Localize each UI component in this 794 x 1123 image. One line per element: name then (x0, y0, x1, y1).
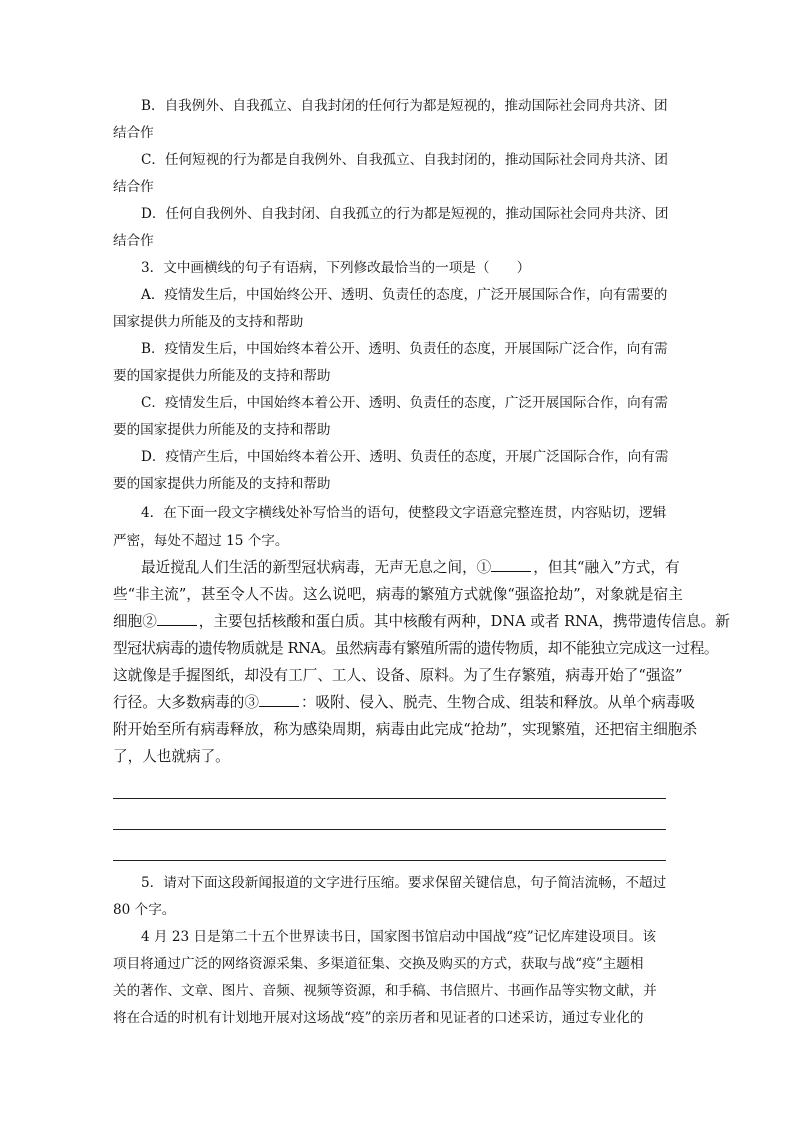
q3-option-d-line2: 要的国家提供力所能及的支持和帮助 (113, 476, 331, 492)
option-b-q2-line2: 结合作 (113, 125, 154, 141)
q3-option-b-line2: 要的国家提供力所能及的支持和帮助 (113, 368, 331, 384)
answer-line-1[interactable] (113, 798, 666, 799)
news-line3: 关的著作、文章、图片、音频、视频等资源，和手稿、书信照片、书画作品等实物文献，并 (113, 983, 657, 999)
fill-blank-2[interactable] (157, 613, 197, 626)
passage-text: 行径。大多数病毒的③ (113, 694, 259, 711)
passage-line2: 些“非主流”，甚至令人不齿。这么说吧，病毒的繁殖方式就像“强盗抢劫”，对象就是宿主 (113, 586, 683, 603)
news-line2: 项目将通过广泛的网络资源采集、多渠道征集、交换及购买的方式，获取与战“疫”主题相 (113, 956, 644, 972)
option-d-q2-line2: 结合作 (113, 233, 154, 249)
fill-blank-3[interactable] (259, 694, 299, 707)
passage-line6 (113, 694, 695, 712)
question-3: 3．文中画横线的句子有语病，下列修改最恰当的一项是（ ） (141, 260, 531, 276)
passage-text: ，主要包括核酸和蛋白质。其中核酸有两种，DNA 或者 RNA，携带遗传信息。新 (198, 613, 730, 630)
q3-option-b-line1: B．疫情发生后，中国始终本着公开、透明、负责任的态度，开展国际广泛合作，向有需 (141, 341, 668, 357)
answer-line-2[interactable] (113, 829, 666, 830)
passage-text: ，但其“融入”方式，有 (533, 559, 680, 576)
option-d-q2-line1: D．任何自我例外、自我封闭、自我孤立的行为都是短视的，推动国际社会同舟共济、团 (141, 206, 669, 222)
q3-option-c-line2: 要的国家提供力所能及的支持和帮助 (113, 422, 331, 438)
passage-line8: 了，人也就病了。 (113, 748, 230, 765)
passage-text: ：吸附、侵入、脱壳、生物合成、组装和释放。从单个病毒吸 (300, 694, 695, 711)
passage-line1 (141, 559, 680, 577)
passage-line3 (113, 613, 730, 631)
passage-line7: 附开始至所有病毒释放，称为感染周期，病毒由此完成“抢劫”，实现繁殖，还把宿主细胞杀 (113, 721, 698, 738)
question-4-line1: 4．在下面一段文字横线处补写恰当的语句，使整段文字语意完整连贯，内容贴切，逻辑 (141, 505, 667, 521)
passage-line5: 这就像是手握图纸，却没有工厂、工人、设备、原料。为了生存繁殖，病毒开始了“强盗” (113, 667, 683, 684)
q3-option-c-line1: C．疫情发生后，中国始终本着公开、透明、负责任的态度，广泛开展国际合作，向有需 (141, 395, 668, 411)
answer-line-3[interactable] (113, 860, 666, 861)
fill-blank-1[interactable] (491, 559, 531, 572)
question-4-line2: 严密，每处不超过 15 个字。 (113, 533, 289, 549)
passage-line4: 型冠状病毒的遗传物质就是 RNA。虽然病毒有繁殖所需的遗传物质，却不能独立完成这一过程。 (113, 640, 719, 657)
q3-option-a-line2: 国家提供力所能及的支持和帮助 (113, 314, 304, 330)
news-line4: 将在合适的时机有计划地开展对这场战“疫”的亲历者和见证者的口述采访，通过专业化的 (113, 1010, 644, 1026)
passage-text: 细胞② (113, 613, 157, 630)
option-c-q2-line2: 结合作 (113, 179, 154, 195)
option-b-q2-line1: B．自我例外、自我孤立、自我封闭的任何行为都是短视的，推动国际社会同舟共济、团 (141, 98, 668, 114)
q3-option-a-line1: A．疫情发生后，中国始终公开、透明、负责任的态度，广泛开展国际合作，向有需要的 (141, 287, 668, 303)
question-5-line2: 80 个字。 (113, 902, 176, 918)
news-line1: 4 月 23 日是第二十五个世界读书日，国家图书馆启动中国战“疫”记忆库建设项目。该 (141, 929, 656, 945)
option-c-q2-line1: C．任何短视的行为都是自我例外、自我孤立、自我封闭的，推动国际社会同舟共济、团 (141, 152, 668, 168)
passage-text: 最近搅乱人们生活的新型冠状病毒，无声无息之间，① (141, 559, 492, 576)
question-5-line1: 5．请对下面这段新闻报道的文字进行压缩。要求保留关键信息，句子简洁流畅，不超过 (141, 875, 667, 891)
q3-option-d-line1: D．疫情产生后，中国始终本着公开、透明、负责任的态度，开展广泛国际合作，向有需 (141, 449, 669, 465)
